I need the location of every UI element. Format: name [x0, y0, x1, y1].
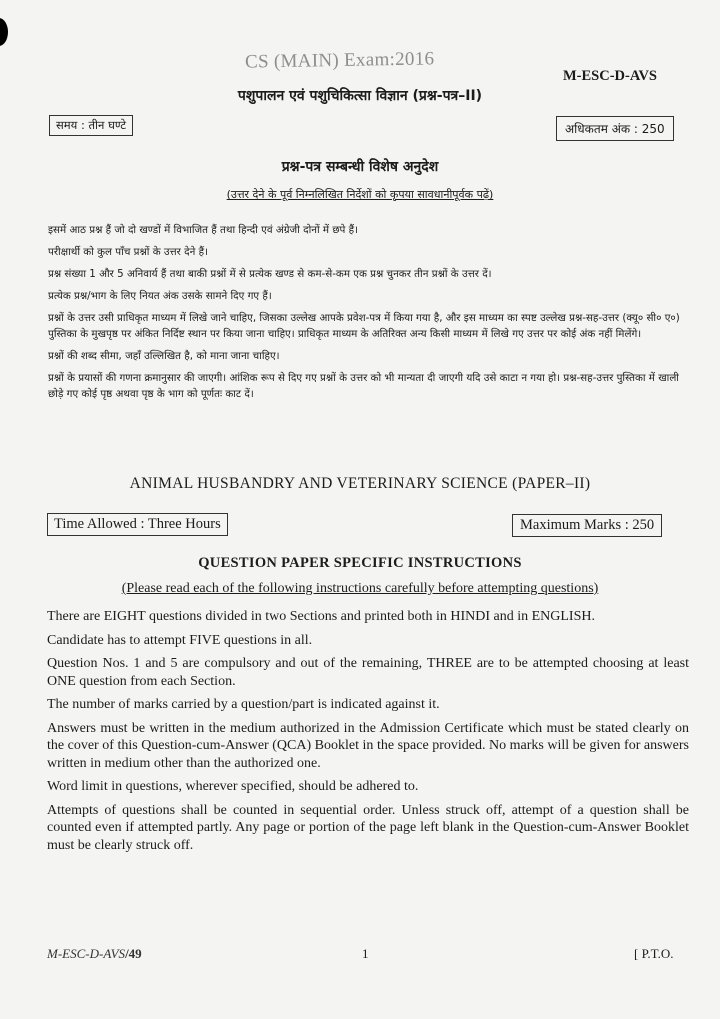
hindi-instruction: इसमें आठ प्रश्न हैं जो दो खण्डों में विभाजित हैं तथा हिन्दी एवं अंग्रेजी दोनों में छपे हैं।	[48, 224, 359, 236]
paper-code: M-ESC-D-AVS	[563, 68, 657, 84]
english-instruction: There are EIGHT questions divided in two Sections and printed both in HINDI and in ENGLISH.	[47, 609, 595, 624]
english-instruction: Answers must be written in the medium authorized in the Admission Certificate which must be stated clearly on the cover of this Question-cum-Answer (QCA) Booklet in the space provided. No marks will be given for answers written in medium other than the authorized one.	[47, 720, 689, 771]
english-instructions-subheading: (Please read each of the following instructions carefully before attempting questions)	[121, 581, 599, 596]
hindi-instructions-list	[48, 222, 690, 408]
hindi-paper-title: पशुपालन एवं पशुचिकित्सा विज्ञान (प्रश्न-पत्र–II)	[237, 88, 483, 104]
footer-paper-code: M-ESC-D-AVS/49	[47, 946, 142, 961]
english-instruction: The number of marks carried by a question/part is indicated against it.	[47, 697, 440, 712]
hindi-instruction: प्रश्न संख्या 1 और 5 अनिवार्य हैं तथा बाकी प्रश्नों में से प्रत्येक खण्ड से कम-से-कम एक प्रश्न चुनकर तीन प्रश्नों के उत्तर दें।	[48, 268, 492, 280]
english-instruction: Candidate has to attempt FIVE questions in all.	[47, 632, 313, 648]
english-marks-box: Maximum Marks : 250	[512, 514, 662, 537]
hindi-time-box: समय : तीन घण्टे	[49, 115, 133, 136]
english-instructions-heading: QUESTION PAPER SPECIFIC INSTRUCTIONS	[198, 555, 522, 571]
english-time-box: Time Allowed : Three Hours	[47, 513, 228, 536]
pto-label: [ P.T.O.	[634, 946, 674, 961]
english-instructions-list	[47, 608, 689, 860]
english-paper-title: ANIMAL HUSBANDRY AND VETERINARY SCIENCE (PAPER–II)	[129, 475, 591, 492]
hindi-instruction: प्रश्नों की शब्द सीमा, जहाँ उल्लिखित है, को माना जाना चाहिए।	[48, 350, 280, 362]
english-instruction: Attempts of questions shall be counted in sequential order. Unless struck off, attempt of a question shall be counted even if attempted partly. Any page or portion of the page left blank in the Question-cum-Answer Booklet must be clearly struck off.	[47, 802, 689, 853]
hindi-instructions-heading: प्रश्न-पत्र सम्बन्धी विशेष अनुदेश	[281, 159, 439, 175]
hindi-instruction: प्रत्येक प्रश्न/भाग के लिए नियत अंक उसके सामने दिए गए हैं।	[48, 290, 272, 302]
page-number: 1	[362, 946, 369, 961]
english-instruction: Word limit in questions, wherever specified, should be adhered to.	[47, 779, 419, 794]
hindi-marks-box: अधिकतम अंक : 250	[556, 116, 674, 141]
hindi-instruction: प्रश्नों के उत्तर उसी प्राधिकृत माध्यम में लिखे जाने चाहिए, जिसका उल्लेख आपके प्रवेश-पत्र में किया गया है, और इस माध्यम का स्पष्ट उल्लेख प्रश्न-सह-उत्तर (क्यू० सी० ए०) पुस्तिका के मुखपृष्ठ पर अंकित निर्दिष्ट स्थान पर किया जाना चाहिए। प्राधिकृत माध्यम के अतिरिक्त अन्य किसी माध्यम में लिखे गए उत्तर पर कोई अंक नहीं मिलेंगे।	[48, 312, 680, 340]
exam-stamp: CS (MAIN) Exam:2016	[244, 48, 435, 73]
hindi-instruction: परीक्षार्थी को कुल पाँच प्रश्नों के उत्तर देने हैं।	[48, 246, 208, 258]
hindi-instructions-subheading: (उत्तर देने के पूर्व निम्नलिखित निर्देशों को कृपया सावधानीपूर्वक पढ़ें)	[226, 188, 494, 201]
binder-hole	[0, 18, 8, 46]
english-instruction: Question Nos. 1 and 5 are compulsory and out of the remaining, THREE are to be attempted choosing at least ONE question from each Section.	[47, 656, 689, 689]
hindi-instruction: प्रश्नों के प्रयासों की गणना क्रमानुसार की जाएगी। आंशिक रूप से दिए गए प्रश्नों के उत्तर को भी मान्यता दी जाएगी यदि उसे काटा न गया हो। प्रश्न-सह-उत्तर पुस्तिका में खाली छोड़े गए कोई पृष्ठ अथवा पृष्ठ के भाग को पूर्णतः काट दें।	[48, 372, 679, 400]
